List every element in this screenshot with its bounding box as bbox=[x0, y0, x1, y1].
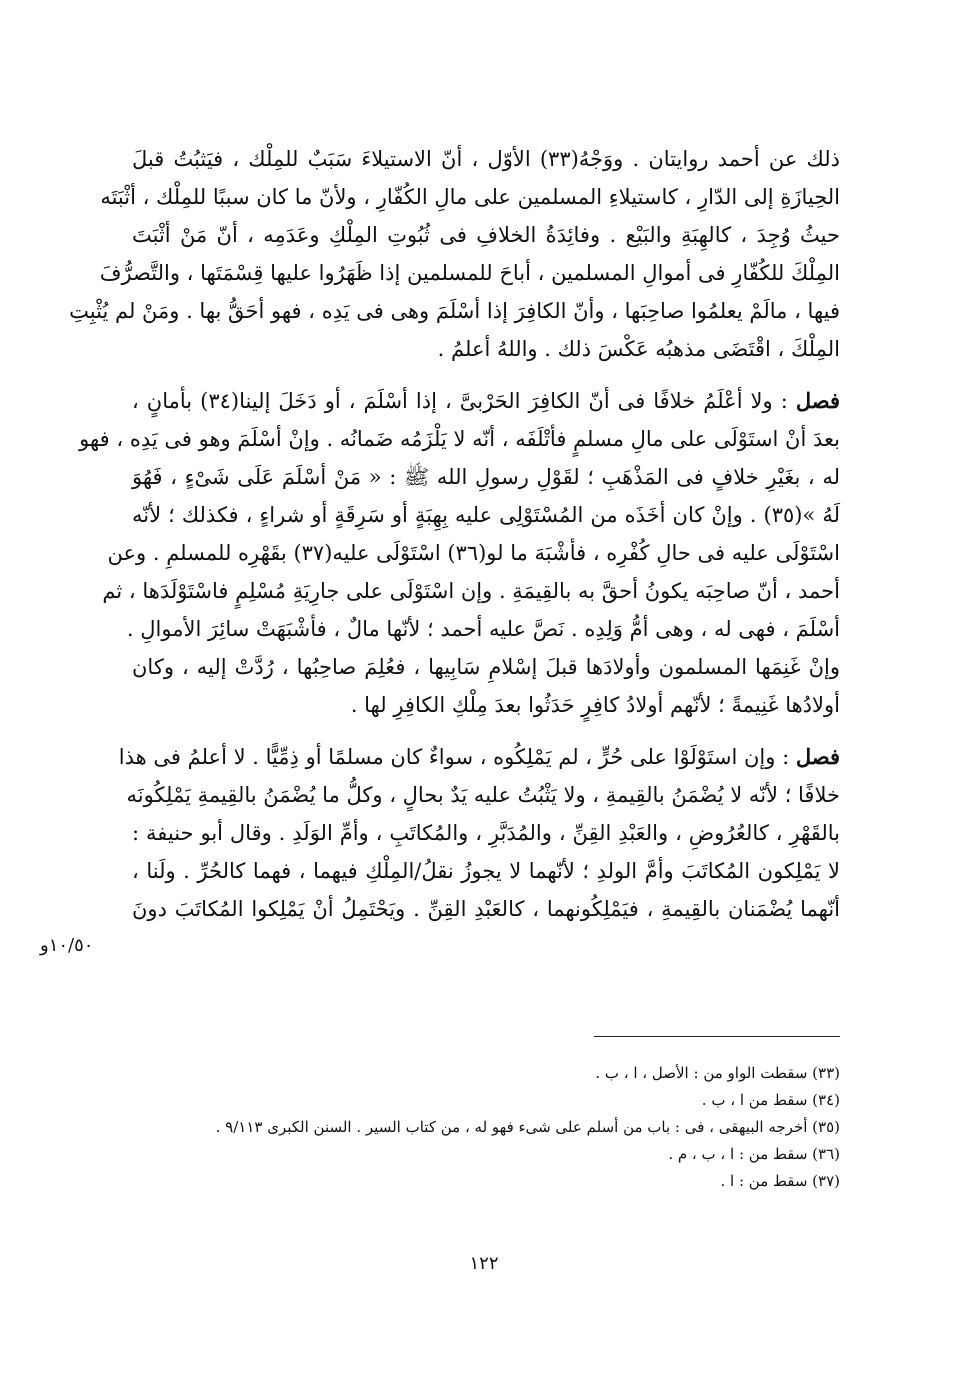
page-number: ١٢٢ bbox=[469, 1253, 499, 1274]
text-line: وإنْ غَنِمَها المسلمون وأولادَها قبلَ إسْلامِ سَابِيها ، فعُلِمَ صاحِبُها ، رُدَّتْ إليه ، وكان bbox=[132, 655, 840, 679]
text-line: أنّهما يُضْمَنان بالقِيمةِ ، فيَمْلِكُونهما ، كالعَبْدِ القِنِّ . ويَحْتَمِلُ أنْ يَمْلِكوا المُكاتَبَ دونَ bbox=[132, 897, 840, 921]
text-line: أولادُها غَنِيمةً ؛ لأنّهم أولادُ كافِرٍ حَدَثُوا بعدَ مِلْكِ الكافِرِ لها . bbox=[350, 693, 840, 717]
text-line: فيها ، مالَمْ يعلمُوا صاحِبَها ، وأنّ الكافِرَ إذا أسْلَمَ وهى فى يَدِه ، فهو أحَقُّ بها . ومَنْ لم يُثْبِتِ bbox=[69, 299, 840, 323]
text-line: حيثُ وُجِدَ ، كالهِبَةِ والبَيْع . وفائِدَةُ الخلافِ فى ثُبُوتِ المِلْكِ وعَدَمِه ، أنّ مَنْ أثْبَتَ bbox=[132, 223, 840, 247]
text-line: بالقَهْرِ ، كالعُرُوضِ ، والعَبْدِ القِنِّ ، والمُدَبَّرِ ، والمُكاتَبِ ، وأمِّ الوَلَدِ . وقال أبو حنيفة : bbox=[132, 821, 840, 845]
footnote: (٣٤) سقط من ا ، ب . bbox=[701, 1091, 840, 1109]
text-line: اسْتَوْلَى عليه فى حالِ كُفْرِه ، فأشْبَهَ ما لو(٣٦) اسْتَوْلَى عليه(٣٧) بقَهْرِه للمسلمِ . وعن bbox=[107, 541, 840, 565]
paragraph-gap bbox=[132, 724, 840, 738]
text-line-first bbox=[132, 382, 840, 420]
footnotes bbox=[132, 1060, 840, 1195]
text-line: ذلك عن أحمد روايتان . ووَجْهُ(٣٣) الأوّل ، أنّ الاستيلاءَ سَبَبٌ للمِلْك ، فيَثبُتُ قبلَ bbox=[132, 147, 841, 171]
text-line: بعدَ أنْ استَوْلَى على مالِ مسلمٍ فأتْلَفَه ، أنّه لا يَلْزَمُه ضَمانُه . وإنْ أسْلَمَ وهو فى يَدِه ، فهو bbox=[79, 427, 840, 451]
text-line: خلافًا ؛ لأنّه لا يُضْمَنُ بالقِيمةِ ، ولا يَثْبُتُ عليه يَدٌ بحالٍ ، وكلُّ ما يُضْمَنُ بالقِيمةِ يَمْلِكُونَه bbox=[126, 783, 840, 807]
paragraph-gap bbox=[132, 368, 840, 382]
text-line-first bbox=[118, 738, 840, 776]
section-heading: فصل bbox=[795, 388, 840, 413]
footnote: (٣٥) أخرجه البيهقى ، فى : باب من أسلم على شىء فهو له ، من كتاب السير . السنن الكبرى ٩/١١٣ . bbox=[215, 1118, 840, 1136]
text-line: أسْلَمَ ، فهى له ، وهى أمُّ وَلِدِه . نَصَّ عليه أحمد ؛ لأنّها مالٌ ، فأشْبَهَتْ سائِرَ الأموالِ . bbox=[126, 617, 840, 641]
footnote: (٣٣) سقطت الواو من : الأصل ، ا ، ب . bbox=[595, 1064, 840, 1082]
text-line: لَهُ »(٣٥) . وإنْ كان أخَذَه من المُسْتَوْلِى عليه بِهِبَةٍ أو سَرِقَةٍ أو شراءٍ ، فكذلك ؛ لأنّه bbox=[132, 503, 841, 527]
section-heading: فصل bbox=[795, 744, 840, 769]
text-line: أحمد ، أنّ صاحِبَه يكونُ أحقَّ به بالقِيمَةِ . وإن اسْتَوْلَى على جارِيَةِ مُسْلِمٍ فاسْتَوْلَدَها ، ثم bbox=[102, 579, 840, 603]
footnote: (٣٦) سقط من : ا ، ب ، م . bbox=[668, 1145, 840, 1163]
text-line: الحِيازَةِ إلى الدّارِ ، كاستيلاءِ المسلمين على مالِ الكُفّارِ ، ولأنّ ما كان سببًا للمِلْك ، أثْبَتَه bbox=[100, 185, 840, 209]
text-line: المِلْكَ ، اقْتَضَى مذهبُه عَكْسَ ذلك . واللهُ أعلمُ . bbox=[437, 337, 840, 361]
text-run: : وإن استَوْلَوْا على حُرٍّ ، لم يَمْلِكُوه ، سواءٌ كان مسلمًا أو ذِمِّيًّا . لا أعلمُ فى هذا bbox=[118, 745, 790, 769]
text-line: المِلْكَ للكُفّارِ فى أموالِ المسلمين ، أباحَ للمسلمين إذا ظَهَرُوا عليها قِسْمَتَها ، والتَّصرُّفَ bbox=[99, 261, 840, 285]
footnote-separator bbox=[594, 1036, 840, 1037]
text-line: له ، بغَيْرِ خلافٍ فى المَذْهَبِ ؛ لقَوْلِ رسولِ الله ﷺ : « مَنْ أسْلَمَ عَلَى شَىْءٍ ، فَهُوَ bbox=[132, 465, 840, 489]
text-line: لا يَمْلِكون المُكاتَبَ وأمَّ الولدِ ؛ لأنّهما لا يجوزُ نقلُ/المِلْكِ فيهما ، فهما كالحُرِّ . ولَنا ، bbox=[132, 859, 840, 883]
margin-folio-note: ١٠/٥٠و bbox=[40, 935, 94, 956]
footnote: (٣٧) سقط من : ا . bbox=[720, 1172, 840, 1190]
text-run: : ولا أعْلَمُ خلافًا فى أنّ الكافِرَ الحَرْبىَّ ، إذا أسْلَمَ ، أو دَخَلَ إلينا(٣٤) بأمانٍ ، bbox=[132, 389, 788, 413]
main-text bbox=[69, 140, 841, 928]
